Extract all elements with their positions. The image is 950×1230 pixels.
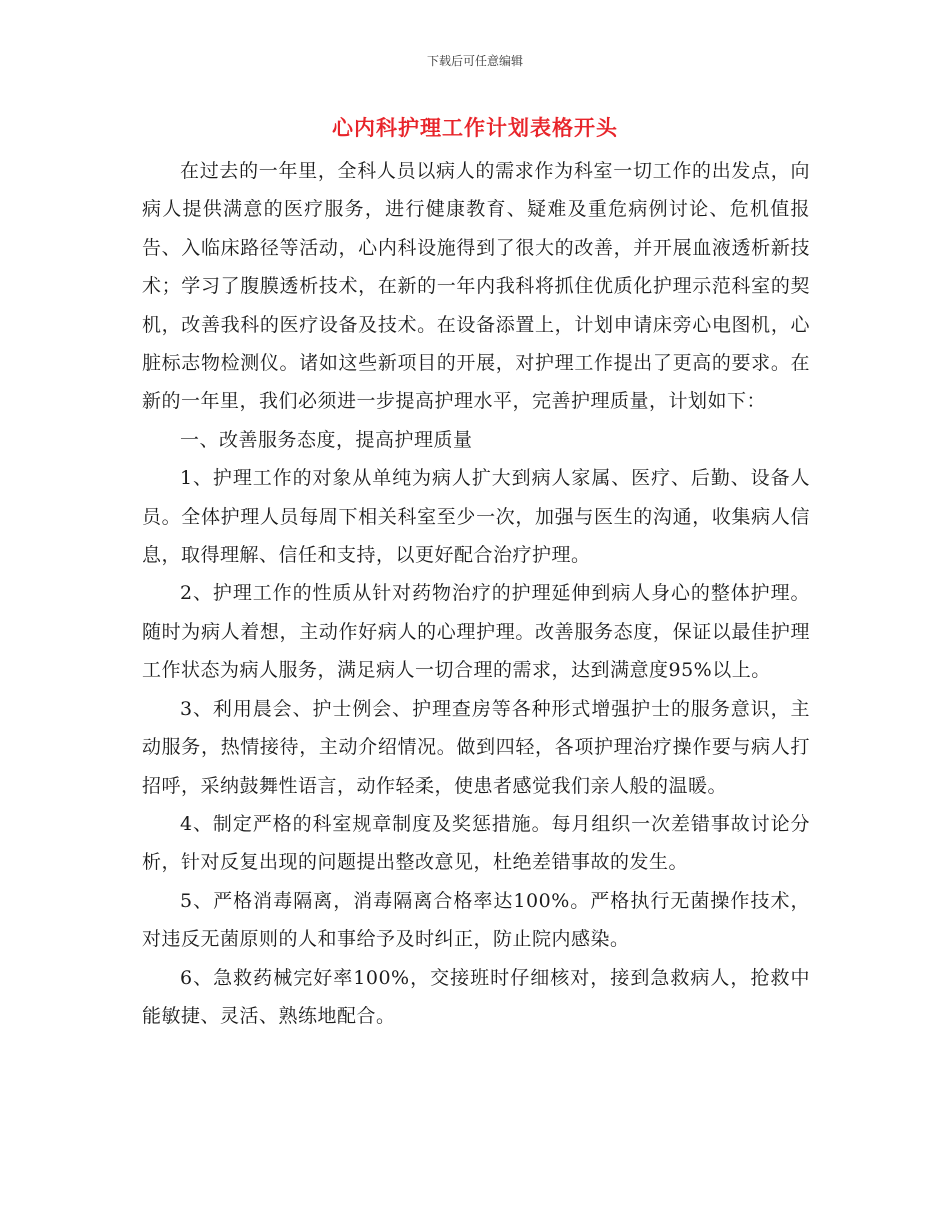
intro-paragraph: 在过去的一年里，全科人员以病人的需求作为科室一切工作的出发点，向病人提供满意的医疗服务，进行健康教育、疑难及重危病例讨论、危机值报告、入临床路径等活动，心内科设施得到了很大的改善，并开展血液透析新技术；学习了腹膜透析技术，在新的一年内我科将抓住优质化护理示范科室的契机，改善我科的医疗设备及技术。在设备添置上，计划申请床旁心电图机，心脏标志物检测仪。诸如这些新项目的开展，对护理工作提出了更高的要求。在新的一年里，我们必须进一步提高护理水平，完善护理质量，计划如下： — [142, 160, 810, 413]
list-item: 1、护理工作的对象从单纯为病人扩大到病人家属、医疗、后勤、设备人员。全体护理人员每周下相关科室至少一次，加强与医生的沟通，收集病人信息，取得理解、信任和支持，以更好配合治疗护理。 — [142, 467, 810, 567]
list-item: 6、急救药械完好率100%，交接班时仔细核对，接到急救病人，抢救中能敏捷、灵活、熟练地配合。 — [142, 966, 810, 1027]
document-body — [142, 152, 810, 1035]
list-item: 5、严格消毒隔离，消毒隔离合格率达100%。严格执行无菌操作技术，对违反无菌原则的人和事给予及时纠正，防止院内感染。 — [142, 889, 810, 951]
section-heading: 一、改善服务态度，提高护理质量 — [180, 428, 473, 451]
list-item: 4、制定严格的科室规章制度及奖惩措施。每月组织一次差错事故讨论分析，针对反复出现的问题提出整改意见，杜绝差错事故的发生。 — [142, 812, 810, 874]
page-header: 下载后可任意编辑 — [426, 54, 523, 68]
list-item: 2、护理工作的性质从针对药物治疗的护理延伸到病人身心的整体护理。随时为病人着想，主动作好病人的心理护理。改善服务态度，保证以最佳护理工作状态为病人服务，满足病人一切合理的需求，达到满意度95%以上。 — [142, 582, 810, 682]
list-item: 3、利用晨会、护士例会、护理查房等各种形式增强护士的服务意识，主动服务，热情接待，主动介绍情况。做到四轻，各项护理治疗操作要与病人打招呼，采纳鼓舞性语言，动作轻柔，使患者感觉我们亲人般的温暖。 — [142, 697, 810, 797]
document-title: 心内科护理工作计划表格开头 — [332, 115, 618, 140]
